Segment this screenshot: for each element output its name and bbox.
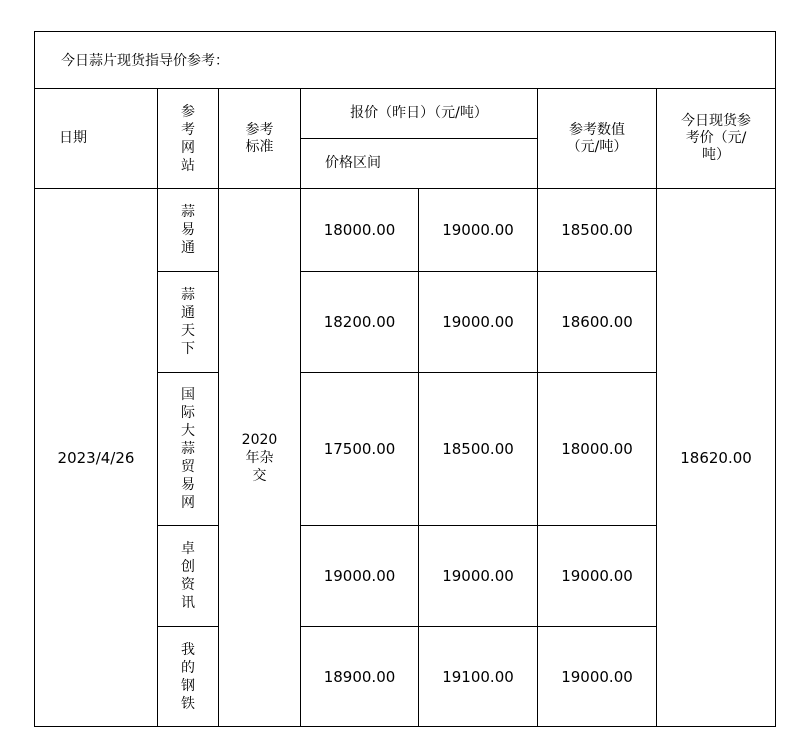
price-high: 18500.00 [419,373,538,526]
price-high: 19100.00 [419,627,538,727]
ref-value: 18500.00 [538,189,657,272]
price-high: 19000.00 [419,272,538,373]
header-standard: 参考标准 [245,121,274,155]
price-table [34,31,776,727]
table-title: 今日蒜片现货指导价参考： [35,32,776,89]
header-quote-yesterday: 报价（昨日）（元/吨） [301,89,538,139]
price-low: 18000.00 [301,189,419,272]
site-cell [158,526,219,627]
ref-value: 19000.00 [538,627,657,727]
site-name: 蒜通天下 [181,287,195,357]
site-cell [158,373,219,526]
header-price-range: 价格区间 [301,139,538,189]
standard-value: 2020年杂交 [241,431,278,484]
header-ref-value: 参考数值（元/吨） [566,121,628,155]
header-date: 日期 [35,89,158,189]
header-standard-cell [219,89,301,189]
site-name: 我的钢铁 [181,641,195,712]
today-ref-price: 18620.00 [657,189,776,727]
site-cell [158,272,219,373]
price-low: 19000.00 [301,526,419,627]
site-name: 国际大蒜贸易网 [181,387,195,511]
ref-value: 19000.00 [538,526,657,627]
header-ref-value-cell [538,89,657,189]
price-low: 18900.00 [301,627,419,727]
date-value: 2023/4/26 [35,189,158,727]
price-low: 17500.00 [301,373,419,526]
price-high: 19000.00 [419,189,538,272]
ref-value: 18600.00 [538,272,657,373]
header-today-price-cell [657,89,776,189]
header-site: 参考网站 [181,103,195,174]
header-site-cell [158,89,219,189]
site-cell [158,189,219,272]
site-cell [158,627,219,727]
site-name: 卓创资讯 [181,541,195,611]
header-today-ref-price: 今日现货参考价（元/吨） [681,113,752,163]
ref-value: 18000.00 [538,373,657,526]
price-high: 19000.00 [419,526,538,627]
price-low: 18200.00 [301,272,419,373]
standard-cell [219,189,301,727]
site-name: 蒜易通 [181,204,195,256]
